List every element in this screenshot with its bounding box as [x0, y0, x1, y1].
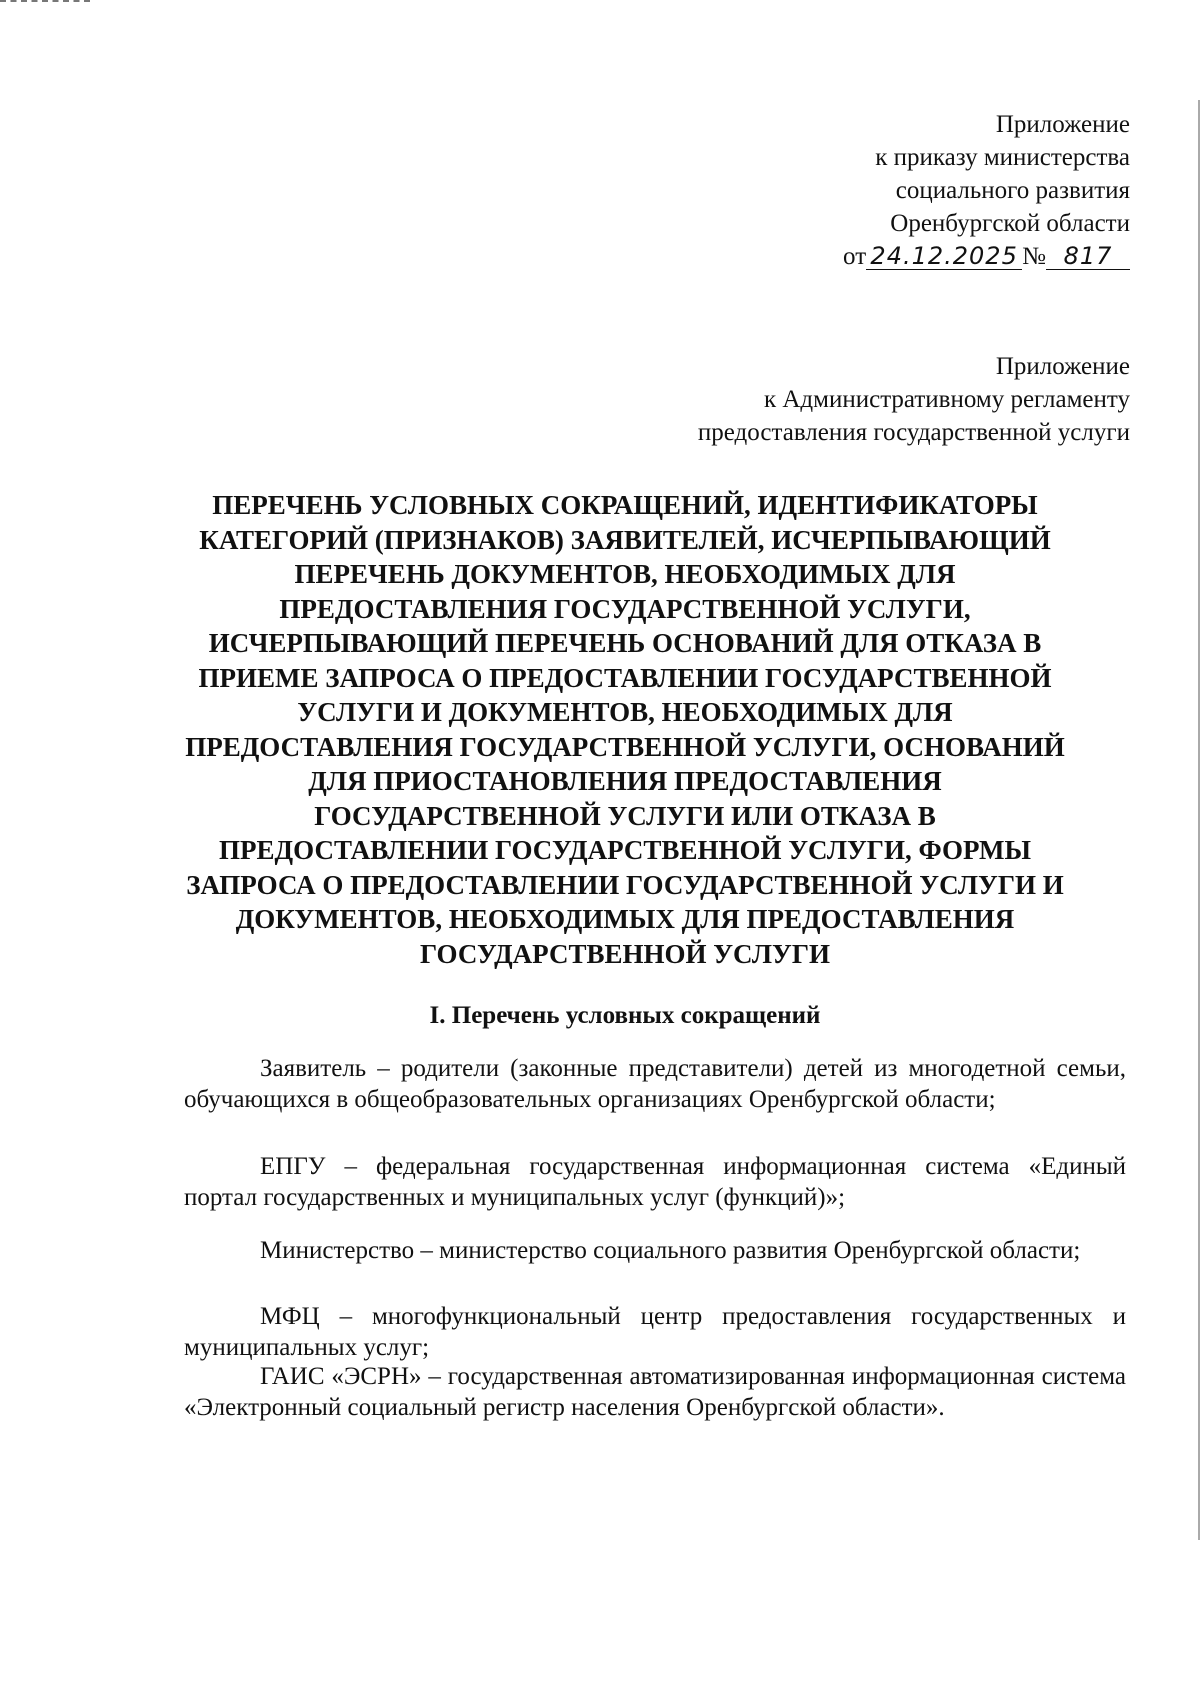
definition-mfc: МФЦ – многофункциональный центр предоставления государственных и муниципальных услуг; [184, 1303, 1126, 1361]
document-title [130, 488, 1120, 971]
approval-header-line: Оренбургской области [890, 210, 1130, 237]
handwritten-date: 24.12.2025 [866, 243, 1022, 270]
approval-header-line: к приказу министерства [875, 144, 1130, 171]
title-line: ИСЧЕРПЫВАЮЩИЙ ПЕРЕЧЕНЬ ОСНОВАНИЙ ДЛЯ ОТКАЗА В [208, 628, 1042, 658]
regulation-header [698, 350, 1130, 449]
order-date-number-line [843, 240, 1130, 273]
title-line: ПЕРЕЧЕНЬ УСЛОВНЫХ СОКРАЩЕНИЙ, ИДЕНТИФИКАТОРЫ [212, 490, 1038, 520]
approval-header-line: Приложение [995, 111, 1130, 138]
title-line: ПРЕДОСТАВЛЕНИЯ ГОСУДАРСТВЕННОЙ УСЛУГИ, [279, 593, 971, 624]
title-line: УСЛУГИ И ДОКУМЕНТОВ, НЕОБХОДИМЫХ ДЛЯ [297, 697, 953, 727]
approval-header-line: социального развития [895, 177, 1130, 204]
number-prefix: № [1022, 243, 1046, 270]
title-line: ДЛЯ ПРИОСТАНОВЛЕНИЯ ПРЕДОСТАВЛЕНИЯ [308, 766, 942, 796]
title-line: ПЕРЕЧЕНЬ ДОКУМЕНТОВ, НЕОБХОДИМЫХ ДЛЯ [294, 559, 956, 589]
regulation-header-line: Приложение [995, 353, 1130, 380]
title-line: ПРИЕМЕ ЗАПРОСА О ПРЕДОСТАВЛЕНИИ ГОСУДАРСТВЕННОЙ [198, 662, 1052, 693]
regulation-header-line: к Административному регламенту [763, 386, 1130, 413]
definition-ministry: Министерство – министерство социального развития Оренбургской области; [260, 1237, 1081, 1264]
approval-header [843, 108, 1130, 273]
regulation-header-line: предоставления государственной услуги [697, 419, 1130, 446]
section-heading: I. Перечень условных сокращений [429, 1002, 821, 1029]
title-line: КАТЕГОРИЙ (ПРИЗНАКОВ) ЗАЯВИТЕЛЕЙ, ИСЧЕРПЫВАЮЩИЙ [199, 524, 1051, 555]
title-line: ПРЕДОСТАВЛЕНИИ ГОСУДАРСТВЕННОЙ УСЛУГИ, ФОРМЫ [219, 835, 1031, 865]
handwritten-order-number: 817 [1046, 243, 1130, 270]
scan-edge-mark [0, 0, 90, 5]
date-prefix: от [843, 243, 867, 270]
title-line: ГОСУДАРСТВЕННОЙ УСЛУГИ ИЛИ ОТКАЗА В [314, 800, 936, 831]
title-line: ПРЕДОСТАВЛЕНИЯ ГОСУДАРСТВЕННОЙ УСЛУГИ, ОСНОВАНИЙ [185, 731, 1065, 762]
title-line: ГОСУДАРСТВЕННОЙ УСЛУГИ [420, 938, 830, 969]
definition-applicant: Заявитель – родители (законные представители) детей из многодетной семьи, обучающихся в общеобразовательных организациях Оренбургской области; [184, 1055, 1126, 1113]
definition-epgu: ЕПГУ – федеральная государственная информационная система «Единый портал государственных и муниципальных услуг (функций)»; [184, 1153, 1126, 1211]
title-line: ДОКУМЕНТОВ, НЕОБХОДИМЫХ ДЛЯ ПРЕДОСТАВЛЕНИЯ [235, 904, 1015, 934]
definition-gais-esrn: ГАИС «ЭСРН» – государственная автоматизированная информационная система «Электронный социальный регистр населения Оренбургской области». [184, 1363, 1126, 1421]
title-line: ЗАПРОСА О ПРЕДОСТАВЛЕНИИ ГОСУДАРСТВЕННОЙ УСЛУГИ И [186, 869, 1064, 900]
